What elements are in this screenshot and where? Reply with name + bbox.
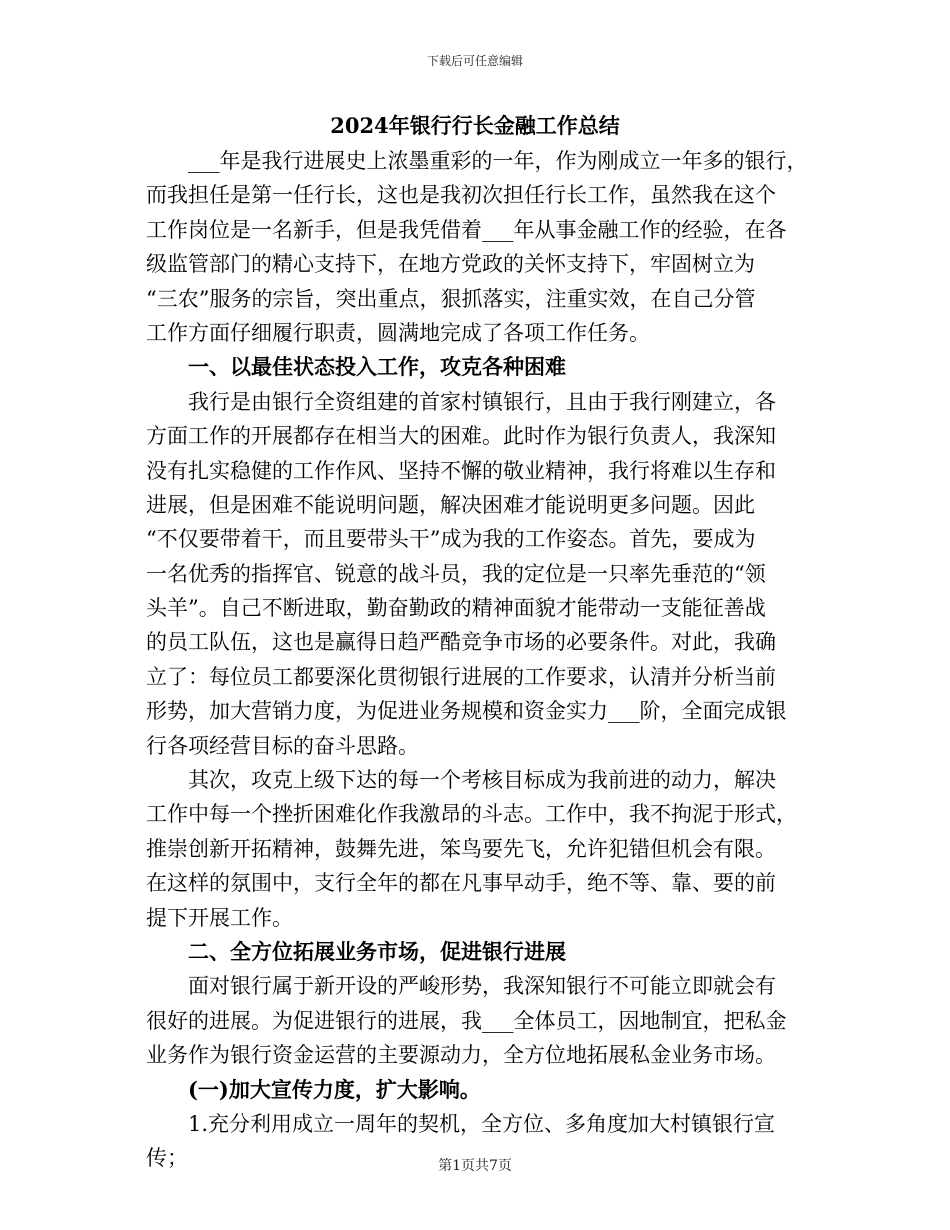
body-text-line: 提下开展工作。 bbox=[146, 905, 293, 930]
section-heading-line: 一、以最佳状态投入工作，攻克各种困难 bbox=[188, 354, 566, 380]
body-text-line: 头羊”。自己不断进取，勤奋勤政的精神面貌才能带动一支能征善战 bbox=[146, 596, 766, 621]
page-footer-number: 第1页共7页 bbox=[438, 1158, 512, 1174]
body-text-line: 其次，攻克上级下达的每一个考核目标成为我前进的动力，解决 bbox=[188, 768, 776, 793]
body-text-line: 进展，但是困难不能说明问题，解决困难才能说明更多问题。因此 bbox=[146, 492, 755, 517]
body-text-line: 级监管部门的精心支持下，在地方党政的关怀支持下，牢固树立为 bbox=[146, 252, 755, 277]
page-header-note: 下载后可任意编辑 bbox=[426, 54, 523, 68]
body-text-line: “三农”服务的宗旨，突出重点，狠抓落实，注重实效，在自己分管 bbox=[146, 286, 756, 311]
body-text-line: ___年是我行进展史上浓墨重彩的一年，作为刚成立一年多的银行， bbox=[188, 149, 808, 173]
body-text-line: 工作岗位是一名新手，但是我凭借着___年从事金融工作的经验，在各 bbox=[146, 217, 787, 242]
body-text-line: “不仅要带着干，而且要带头干”成为我的工作姿态。首先，要成为 bbox=[146, 527, 756, 552]
body-text-line: 在这样的氛围中，支行全年的都在凡事早动手，绝不等、靠、要的前 bbox=[146, 871, 776, 896]
body-text-line: 立了：每位员工都要深化贯彻银行进展的工作要求，认清并分析当前 bbox=[146, 664, 776, 689]
document-body bbox=[146, 144, 806, 1176]
body-text-line: 而我担任是第一任行长，这也是我初次担任行长工作，虽然我在这个 bbox=[146, 183, 776, 208]
body-text-line: 没有扎实稳健的工作作风、坚持不懈的敬业精神，我行将难以生存和 bbox=[146, 458, 776, 483]
body-text-line: 我行是由银行全资组建的首家村镇银行，且由于我行刚建立，各 bbox=[188, 389, 776, 414]
body-text-line: 传； bbox=[146, 1146, 188, 1171]
body-text-line: 推崇创新开拓精神，鼓舞先进，笨鸟要先飞，允许犯错但机会有限。 bbox=[146, 836, 776, 861]
body-text-line: 工作方面仔细履行职责，圆满地完成了各项工作任务。 bbox=[146, 320, 650, 345]
body-text-line: 很好的进展。为促进银行的进展，我___全体员工，因地制宜，把私金 bbox=[146, 1008, 787, 1033]
body-text-line: 业务作为银行资金运营的主要源动力，全方位地拓展私金业务市场。 bbox=[146, 1043, 776, 1068]
section-heading-line: 二、全方位拓展业务市场，促进银行进展 bbox=[188, 938, 566, 964]
document-title: 2024年银行行长金融工作总结 bbox=[330, 113, 620, 138]
section-heading-line: (一)加大宣传力度，扩大影响。 bbox=[188, 1076, 481, 1102]
body-text-line: 面对银行属于新开设的严峻形势，我深知银行不可能立即就会有 bbox=[188, 974, 776, 999]
body-text-line: 行各项经营目标的奋斗思路。 bbox=[146, 733, 419, 758]
body-text-line: 的员工队伍，这也是赢得日趋严酷竞争市场的必要条件。对此，我确 bbox=[146, 630, 776, 655]
body-text-line: 形势，加大营销力度，为促进业务规模和资金实力___阶，全面完成银 bbox=[146, 699, 787, 724]
body-text-line: 1.充分利用成立一周年的契机，全方位、多角度加大村镇银行宣 bbox=[188, 1111, 776, 1136]
body-text-line: 方面工作的开展都存在相当大的困难。此时作为银行负责人，我深知 bbox=[146, 424, 776, 449]
body-text-line: 一名优秀的指挥官、锐意的战斗员，我的定位是一只率先垂范的“领 bbox=[146, 561, 766, 586]
body-text-line: 工作中每一个挫折困难化作我激昂的斗志。工作中，我不拘泥于形式， bbox=[146, 802, 797, 827]
